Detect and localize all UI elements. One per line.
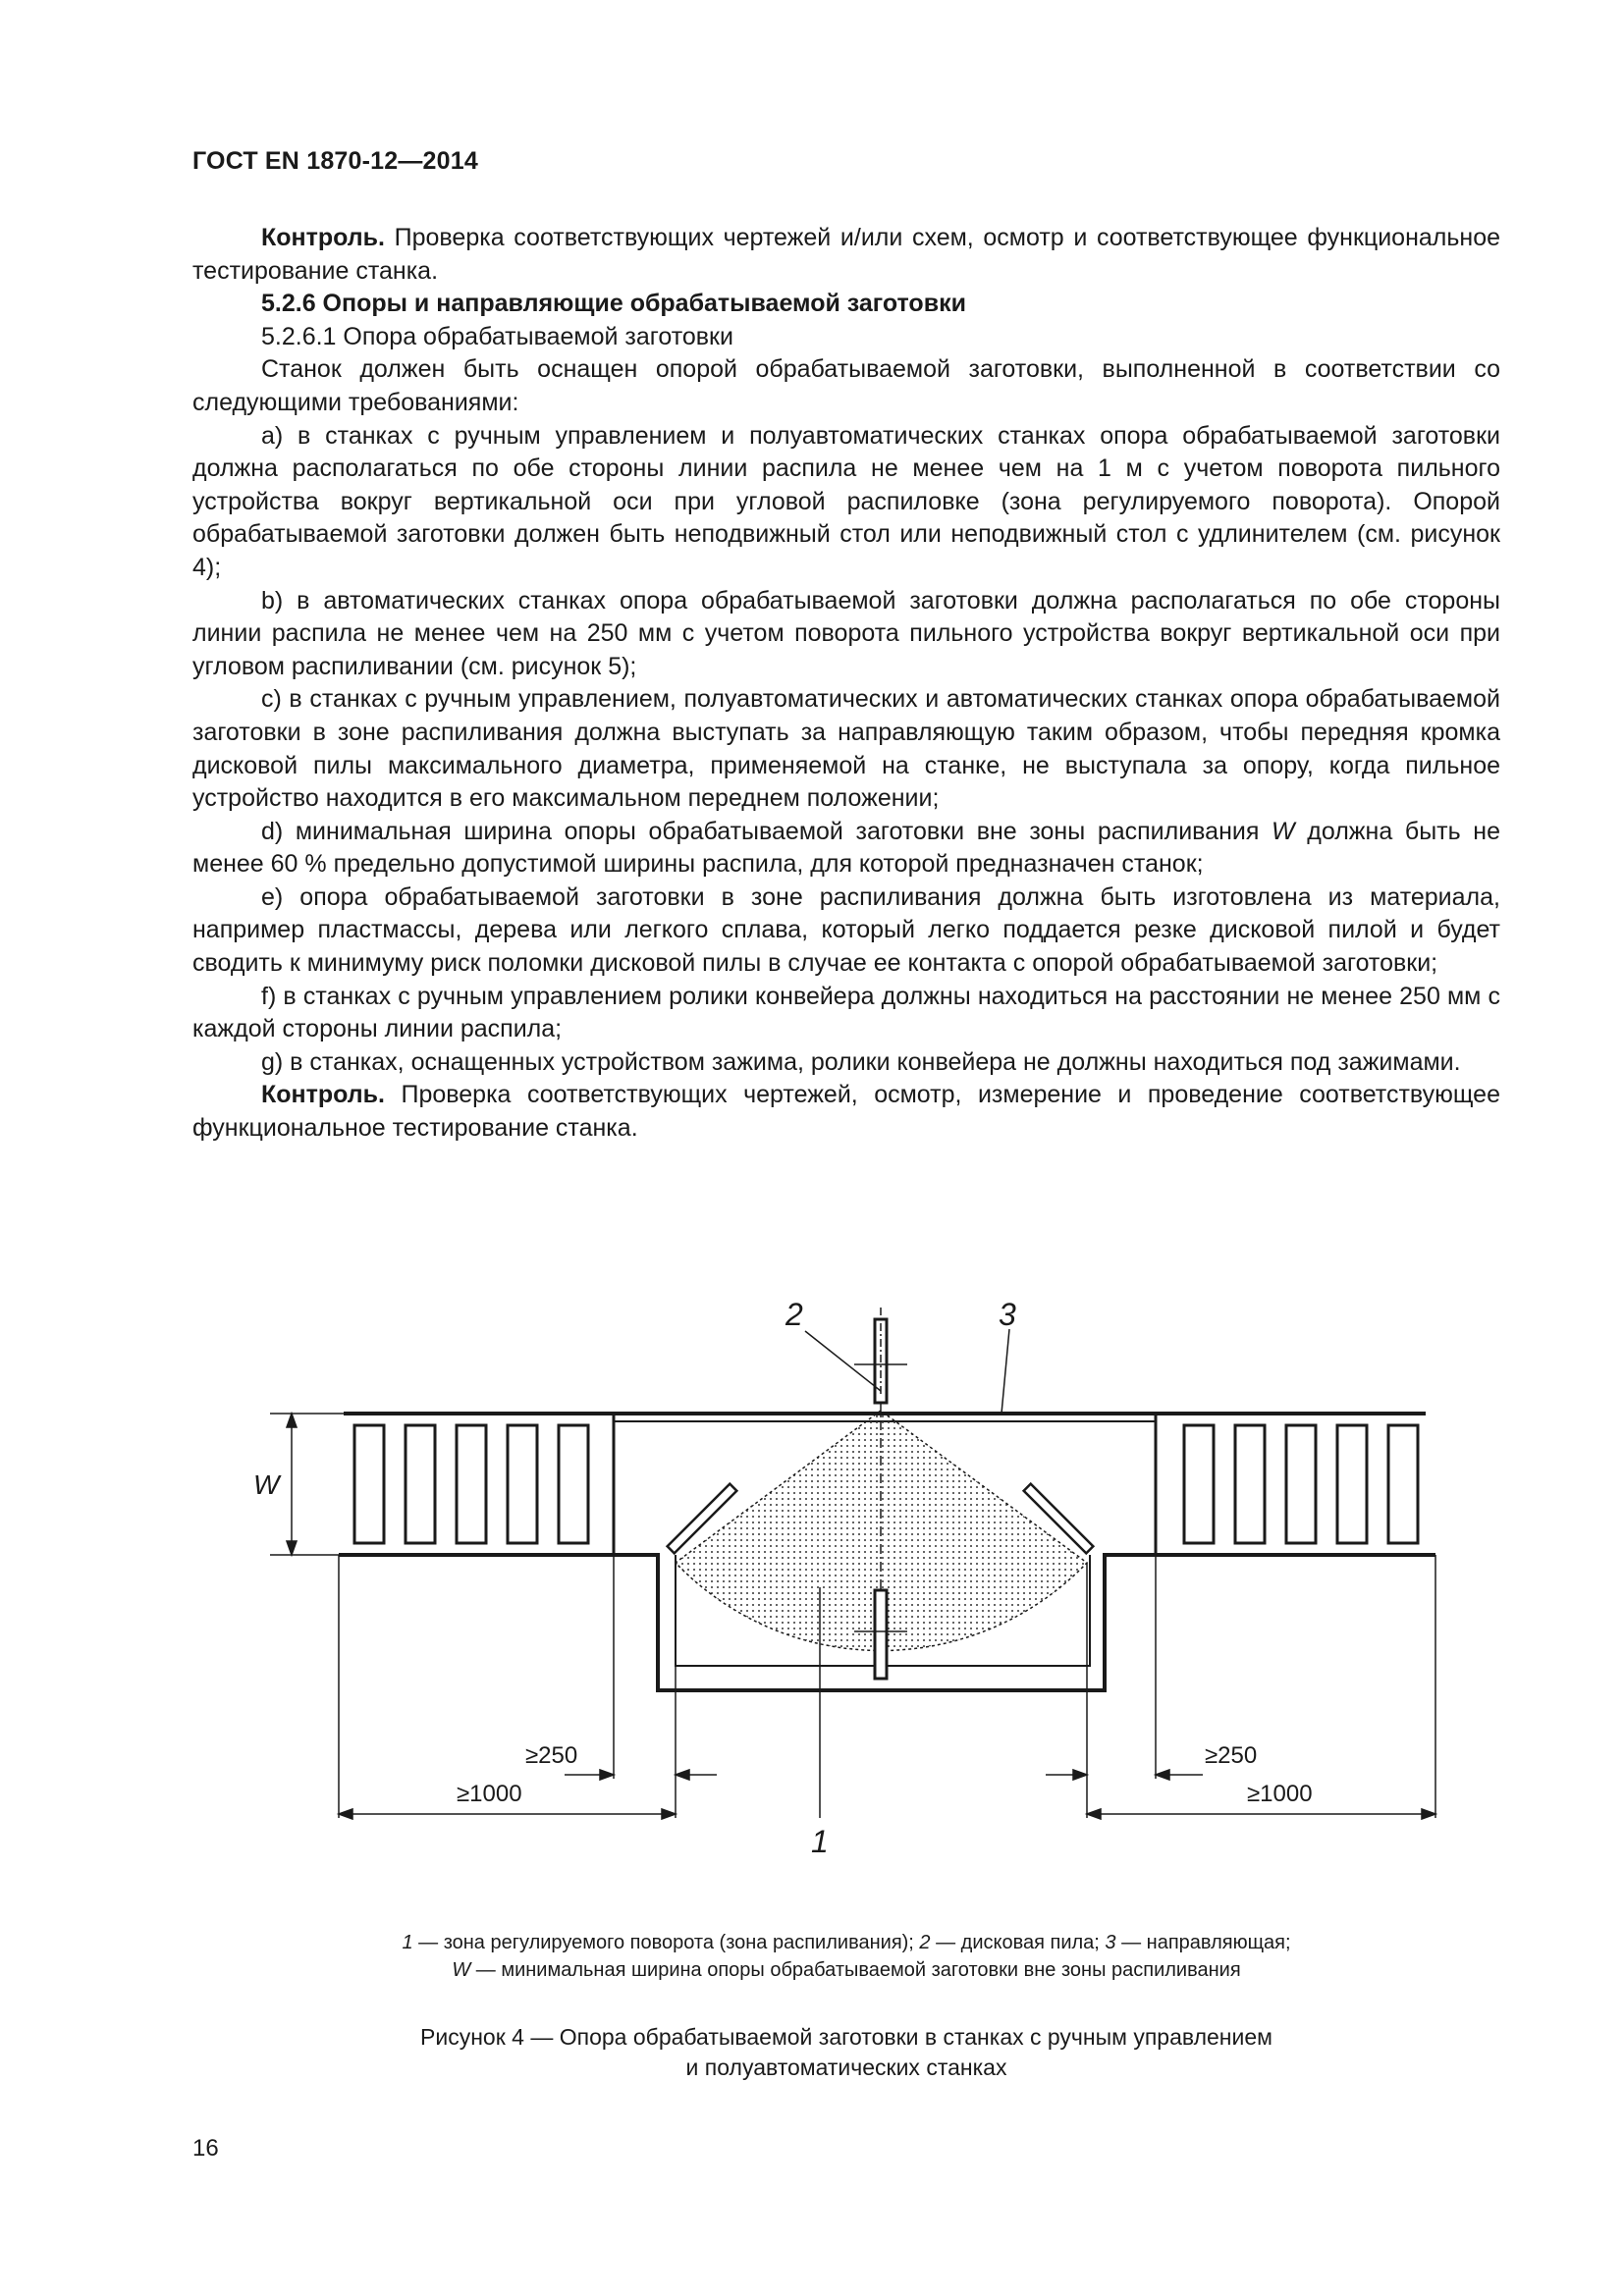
dim-250-left: ≥250 (525, 1742, 578, 1769)
label-w: W (253, 1469, 280, 1500)
page-number: 16 (192, 2135, 219, 2162)
section-heading: 5.2.6 Опоры и направляющие обрабатываемой заготовки (261, 290, 966, 318)
dimension-250-left (565, 1770, 717, 1780)
dimension-1000-left (339, 1809, 676, 1819)
list-item-a: a) в станках с ручным управлением и полуавтоматических станках опора обрабатываемой заготовки должна располагаться по обе стороны линии распила не менее чем на 1 м с учетом поворота пильного устройства вокруг вертикальной оси при угловой распиловке (зона регулируемого поворота). Опорой обрабатываемой заготовки должен быть неподвижный стол или неподвижный стол с удлинителем (см. рисунок 4); (192, 421, 1500, 581)
right-roller-conveyor (1144, 1414, 1435, 1555)
left-roller-conveyor (344, 1414, 614, 1555)
legend-text-2: — дисковая пила; (930, 1932, 1106, 1953)
subsection-heading: 5.2.6.1 Опора обрабатываемой заготовки (261, 322, 733, 350)
list-item-b: b) в автоматических станках опора обрабатываемой заготовки должна располагаться по обе стороны линии распила не менее чем на 250 мм с учетом поворота пильного устройства вокруг вертикальной оси при угловом распиливании (см. рисунок 5); (192, 586, 1500, 680)
legend-line-2 (192, 1956, 1500, 1984)
dim-1000-left: ≥1000 (457, 1781, 522, 1807)
intro-paragraph: Станок должен быть оснащен опорой обрабатываемой заготовки, выполненной в соответствии со следующими требованиями: (192, 355, 1500, 416)
list-item-d-pre: d) минимальная ширина опоры обрабатываемой заготовки вне зоны распиливания (261, 817, 1272, 845)
control-label-2: Контроль. (261, 1081, 385, 1109)
control-label: Контроль. (261, 224, 385, 251)
body-text (192, 222, 1500, 1146)
control-paragraph-2 (192, 1079, 1500, 1145)
label-2: 2 (785, 1297, 803, 1332)
legend-text-w: — минимальная ширина опоры обрабатываемой заготовки вне зоны распиливания (470, 1959, 1241, 1981)
control-text: Проверка соответствующих чертежей и/или схем, осмотр и соответствующее функциональное тестирование станка. (192, 224, 1500, 285)
figure-drawing (226, 1278, 1473, 1906)
control-text-2: Проверка соответствующих чертежей, осмотр, измерение и проведение соответствующее функциональное тестирование станка. (192, 1081, 1500, 1143)
dim-1000-right: ≥1000 (1247, 1781, 1313, 1807)
list-item-c: c) в станках с ручным управлением, полуавтоматических и автоматических станках опора обрабатываемой заготовки в зоне распиливания должна выступать за направляющую таким образом, чтобы передняя кромка дисковой пилы максимального диаметра, применяемой на станке, не выступала за опору, когда пильное устройство находится в его максимальном переднем положении; (192, 685, 1500, 813)
legend-text-1: — зона регулируемого поворота (зона распиливания); (412, 1932, 920, 1953)
legend-num-2: 2 (919, 1932, 931, 1953)
caption-line-1: Рисунок 4 — Опора обрабатываемой заготовки в станках с ручным управлением (420, 2024, 1272, 2050)
figure-legend (192, 1929, 1500, 1984)
list-item-e: e) опора обрабатываемой заготовки в зоне распиливания должна быть изготовлена из материала, например пластмассы, дерева или легкого сплава, который легко поддается резке дисковой пилой и будет сводить к минимуму риск поломки дисковой пилы в случае ее контакта с опорой обрабатываемой заготовки; (192, 882, 1500, 978)
list-item-g: g) в станках, оснащенных устройством зажима, ролики конвейера не должны находиться под зажимами. (261, 1047, 1461, 1076)
dim-250-right: ≥250 (1205, 1742, 1258, 1769)
caption-line-2: и полуавтоматических станках (685, 2055, 1007, 2080)
dimension-1000-right (1087, 1809, 1435, 1819)
label-1: 1 (811, 1824, 829, 1859)
figure-caption (192, 2022, 1500, 2083)
legend-text-3: — направляющая; (1115, 1932, 1291, 1953)
dimension-250-right (1046, 1770, 1203, 1780)
legend-symbol-w: W (452, 1959, 471, 1981)
list-item-d (192, 816, 1500, 881)
dimension-w (270, 1414, 344, 1555)
legend-num-3: 3 (1105, 1932, 1116, 1953)
list-item-d-symbol: W (1272, 817, 1295, 845)
legend-line-1 (192, 1929, 1500, 1956)
list-item-f: f) в станках с ручным управлением ролики конвейера должны находиться на расстоянии не менее 250 мм с каждой стороны линии распила; (192, 982, 1500, 1043)
legend-num-1: 1 (402, 1932, 413, 1953)
document-header: ГОСТ EN 1870-12—2014 (192, 147, 478, 175)
label-3: 3 (999, 1297, 1016, 1332)
control-paragraph-1 (192, 222, 1500, 288)
figure-4 (226, 1278, 1473, 1906)
saw-blade (854, 1308, 907, 1403)
list-item-d-post: должна быть не менее 60 % предельно допустимой ширины распила, для которой предназначен станок; (192, 817, 1500, 879)
